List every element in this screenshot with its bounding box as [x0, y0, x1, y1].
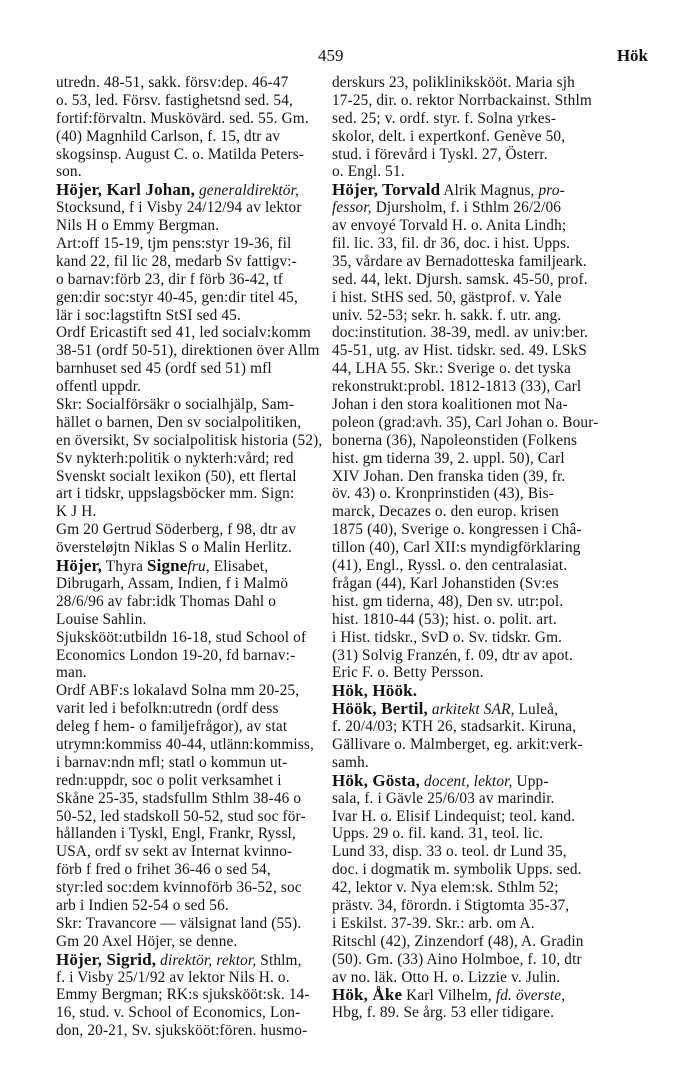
page-header: [0, 46, 688, 70]
entry-heading-line: [56, 951, 314, 969]
text-line: [332, 163, 634, 181]
entry-text: hållanden i Tyskl, Engl, Frankr, Ryssl,: [56, 825, 296, 843]
text-line: [332, 557, 634, 575]
text-line: [56, 431, 323, 450]
text-line: [332, 414, 634, 432]
text-line: [56, 503, 314, 521]
entry-text: kand 22, fil lic 28, medarb Sv fattigv:-: [56, 252, 297, 270]
text-line: [56, 647, 314, 665]
text-line: [56, 861, 314, 879]
entry-text: bonerna (36), Napoleonstiden (Folkens: [332, 431, 578, 449]
entry-title: pro-: [538, 182, 565, 200]
text-line: [56, 199, 314, 217]
entry-title: generaldirektör,: [195, 182, 299, 200]
text-line: [56, 468, 314, 486]
entry-text: XIV Johan. Den franska tiden (39, fr.: [332, 467, 566, 485]
entry-text: 35, vårdare av Bernadotteska familjeark.: [332, 252, 587, 270]
entry-text: 1875 (40), Sverige o. kongressen i Châ-: [332, 521, 582, 539]
text-line: [332, 861, 634, 879]
entry-text: en översikt, Sv socialpolitisk historia (52),: [56, 431, 323, 449]
entry-text: deleg f hem- o familjefrågor), av stat: [56, 718, 288, 736]
entry-text: Hbg, f. 89. Se årg. 53 eller tidigare.: [332, 1004, 555, 1022]
text-line: [332, 539, 634, 557]
entry-text: Johan i den stora koalitionen mot Na-: [332, 396, 568, 414]
entry-name: Höjer,: [56, 556, 103, 576]
entry-text: hist. 1810-44 (53); hist. o. polit. art.: [332, 610, 557, 628]
entry-text: USA, ordf sv sekt av Internat kvinno-: [56, 843, 293, 861]
entry-text: Skr: Travancore — välsignat land (55).: [56, 914, 302, 932]
text-line: [56, 879, 314, 897]
entry-text: utredn. 48-51, sakk. försv:dep. 46-47: [56, 74, 289, 91]
entry-text: Luleå,: [514, 701, 559, 719]
entry-text: i hist. StHS sed. 50, gästprof. v. Yale: [332, 288, 562, 306]
text-line: [332, 611, 634, 629]
entry-name: Hök, Höök.: [332, 681, 418, 701]
text-line: [56, 969, 314, 987]
entry-title: arkitekt SAR,: [427, 701, 515, 719]
entry-text: Emmy Bergman; RK:s sjukskööt:sk. 14-: [56, 986, 310, 1004]
text-line: [56, 933, 314, 951]
entry-text: Sthlm,: [256, 951, 302, 969]
entry-title: fd. överste,: [495, 987, 566, 1005]
entry-text: don, 20-21, Sv. sjukskööt:fören. husmo-: [56, 1022, 308, 1040]
text-line: [56, 110, 314, 128]
entry-text: skogsinsp. August C. o. Matilda Peters-: [56, 145, 305, 163]
text-line: [332, 1004, 634, 1022]
entry-text: (31) Solvig Franzén, f. 09, dtr av apot.: [332, 646, 573, 664]
entry-text: varit led i befolkn:utredn (ordf dess: [56, 700, 279, 718]
entry-text: (41), Engl., Ryssl. o. den centralasiat.: [332, 557, 568, 575]
entry-text: Lund 33, disp. 33 o. teol. dr Lund 35,: [332, 843, 567, 861]
entry-text: doc. i dogmatik m. symbolik Upps. sed.: [332, 861, 582, 879]
entry-text: frågan (44), Karl Johanstiden (Sv:es: [332, 574, 559, 592]
text-line: [56, 163, 314, 181]
entry-text: sed. 44, lekt. Djursh. samsk. 45-50, prof.: [332, 270, 588, 288]
text-line: [332, 199, 634, 217]
entry-name: Hök, Gösta,: [332, 770, 421, 790]
entry-title: fru,: [187, 558, 210, 576]
entry-text: sed. 25; v. ordf. styr. f. Solna yrkes-: [332, 109, 557, 127]
text-line: [56, 664, 314, 682]
text-line: [332, 897, 634, 915]
entry-text: man.: [56, 664, 87, 682]
text-line: [332, 468, 634, 486]
text-line: [332, 271, 634, 289]
text-line: [332, 915, 634, 933]
text-line: [332, 593, 634, 611]
entry-text: f. i Visby 25/1/92 av lektor Nils H. o.: [56, 968, 290, 986]
text-line: [56, 253, 314, 271]
entry-text: o. Engl. 51.: [332, 163, 405, 181]
text-line: [332, 253, 634, 271]
text-line: [56, 611, 314, 629]
entry-heading-line: [332, 700, 634, 718]
text-line: [56, 539, 314, 557]
text-line: [56, 307, 314, 325]
entry-text: styr:led soc:dem kvinnoförb 36-52, soc: [56, 879, 302, 897]
text-line: [332, 378, 634, 396]
entry-text: gen:dir soc:styr 40-45, gen:dir titel 45,: [56, 288, 298, 306]
entry-text: marck, Decazes o. den europ. krisen: [332, 503, 559, 521]
page-number: 459: [318, 46, 344, 65]
text-line: [56, 360, 314, 378]
entry-text: Dibrugarh, Assam, Indien, f i Malmö: [56, 574, 289, 592]
entry-text: tillon (40), Carl XII:s myndigförklaring: [332, 539, 581, 557]
text-line: [332, 951, 634, 969]
entry-name: Höjer, Karl Johan,: [56, 180, 196, 200]
entry-text: Nils H o Emmy Bergman.: [56, 217, 220, 235]
text-line: [332, 754, 634, 772]
text-line: [332, 450, 634, 468]
text-line: [56, 754, 314, 772]
entry-text: öv. 43) o. Kronprinstiden (43), Bis-: [332, 485, 554, 503]
text-line: [332, 324, 634, 342]
text-line: [332, 432, 634, 450]
text-line: [56, 825, 314, 843]
entry-text: hället o barnen, Den sv socialpolitiken,: [56, 413, 302, 431]
entry-text: (40) Magnhild Carlson, f. 15, dtr av: [56, 127, 281, 145]
entry-text: Upp-: [512, 772, 549, 790]
entry-text: Djursholm, f. i Sthlm 26/2/06: [371, 199, 562, 217]
text-line: [56, 1004, 314, 1022]
entry-heading-line: [332, 986, 634, 1004]
text-line: [56, 289, 314, 307]
text-line: [332, 74, 634, 92]
text-line: [56, 1022, 314, 1040]
text-line: [332, 342, 634, 360]
entry-text: i barnav:ndn mfl; statl o kommun ut-: [56, 753, 288, 771]
text-line: [56, 378, 314, 396]
entry-text: son.: [56, 163, 82, 181]
entry-text: Ritschl (42), Zinzendorf (48), A. Gradin: [332, 932, 584, 950]
entry-text: poleon (grad:avh. 35), Carl Johan o. Bour-: [332, 413, 599, 431]
text-line: [56, 772, 314, 790]
text-line: [56, 450, 314, 468]
text-line: [56, 700, 314, 718]
entry-text: Upps. 29 o. fil. kand. 31, teol. lic.: [332, 825, 544, 843]
entry-text: Economics London 19-20, fd barnav:-: [56, 646, 296, 664]
text-line: [332, 969, 634, 987]
entry-text: derskurs 23, poliklinikskööt. Maria sjh: [332, 74, 575, 91]
text-line: [332, 92, 634, 110]
entry-text: doc:institution. 38-39, medl. av univ:ber.: [332, 324, 589, 342]
text-line: [332, 629, 634, 647]
entry-text: prästv. 34, förordn. i Stigtomta 35-37,: [332, 896, 570, 914]
entry-text: Alrik Magnus,: [440, 182, 539, 200]
text-line: [332, 879, 634, 897]
text-line: [56, 271, 314, 289]
entry-text: o. 53, led. Försv. fastighetsnd sed. 54,: [56, 91, 293, 109]
entry-text: univ. 52-53; sekr. h. sakk. f. utr. ang.: [332, 306, 562, 324]
text-line: [332, 843, 634, 861]
text-line: [56, 128, 314, 146]
entry-text: barnhuset sed 45 (ordf sed 51) mfl: [56, 360, 272, 378]
text-line: [332, 396, 634, 414]
text-line: [332, 825, 634, 843]
text-line: [56, 396, 314, 414]
entry-text: av no. läk. Otto H. o. Lizzie v. Julin.: [332, 968, 561, 986]
entry-heading-line: [332, 772, 634, 790]
entry-text: 50-52, led stadskoll 50-52, stud soc för-: [56, 807, 306, 825]
text-line: [332, 718, 634, 736]
entry-text: Gällivare o. Malmberget, eg. arkit:verk-: [332, 735, 583, 753]
entry-text: Sjukskööt:utbildn 16-18, stud School of: [56, 628, 307, 646]
text-line: [56, 521, 314, 539]
entry-text: rekonstrukt:probl. 1812-1813 (33), Carl: [332, 378, 582, 396]
text-line: [332, 575, 634, 593]
entry-text: art i tidskr, uppslagsböcker mm. Sign:: [56, 485, 295, 503]
entry-text: av envoyé Torvald H. o. Anita Lindh;: [332, 217, 567, 235]
text-line: [56, 146, 314, 164]
entry-text: förb f fred o frihet 36-46 o sed 54,: [56, 861, 271, 879]
text-line: [332, 235, 634, 253]
text-line: [332, 521, 634, 539]
entry-text: K J H.: [56, 503, 97, 521]
text-line: [332, 808, 634, 826]
entry-title: fessor,: [332, 199, 372, 217]
text-line: [332, 503, 634, 521]
entry-name: Höök, Bertil,: [332, 699, 428, 719]
entry-heading-line: [56, 557, 314, 575]
text-line: [332, 664, 634, 682]
entry-text: fil. lic. 33, fil. dr 36, doc. i hist. Upps.: [332, 235, 571, 253]
text-line: [332, 485, 634, 503]
entry-name: Signe: [147, 556, 188, 576]
entry-text: Ivar H. o. Elisif Lindequist; teol. kand.: [332, 807, 576, 825]
text-line: [56, 682, 314, 700]
text-line: [56, 575, 314, 593]
text-line: [332, 289, 634, 307]
entry-text: i Hist. tidskr., SvD o. Sv. tidskr. Gm.: [332, 628, 563, 646]
text-line: [332, 360, 634, 378]
entry-text: Elisabet,: [209, 558, 273, 576]
text-line: [56, 790, 314, 808]
text-line: [56, 843, 314, 861]
entry-text: hist. gm tiderna 39, 2. uppl. 50), Carl: [332, 449, 565, 467]
entry-text: samh.: [332, 753, 369, 771]
entry-text: arb i Indien 52-54 o sed 56.: [56, 896, 229, 914]
left-column: [56, 74, 323, 1040]
entry-text: skolor, delt. i expertkonf. Genève 50,: [332, 127, 566, 145]
entry-title: docent, lektor,: [420, 772, 513, 790]
entry-text: Svenskt socialt lexikon (50), ett flertal: [56, 467, 297, 485]
entry-text: 42, lektor v. Nya elem:sk. Sthlm 52;: [332, 879, 559, 897]
text-line: [332, 128, 634, 146]
text-line: [332, 110, 634, 128]
text-line: [332, 647, 634, 665]
entry-text: lär i soc:lagstiftn StSI sed 45.: [56, 306, 241, 324]
entry-text: 45-51, utg. av Hist. tidskr. sed. 49. LSkS: [332, 342, 587, 360]
entry-name: Hök, Åke: [332, 985, 403, 1005]
entry-text: fortif:förvaltn. Muskövärd. sed. 55. Gm.: [56, 109, 309, 127]
entry-text: Art:off 15-19, tjm pens:styr 19-36, fil: [56, 235, 292, 253]
right-column: [332, 74, 634, 1022]
entry-text: 28/6/96 av fabr:idk Thomas Dahl o: [56, 592, 277, 610]
text-line: [56, 414, 314, 432]
entry-text: 16, stud. v. School of Economics, Lon-: [56, 1004, 301, 1022]
text-line: [56, 485, 314, 503]
entry-text: 17-25, dir. o. rektor Norrbackainst. Sthlm: [332, 91, 592, 109]
entry-text: Karl Vilhelm,: [402, 987, 496, 1005]
text-line: [56, 986, 314, 1004]
text-line: [56, 736, 314, 754]
entry-heading-line: [332, 181, 634, 199]
text-line: [56, 342, 320, 360]
text-line: [56, 629, 314, 647]
entry-name: Höjer, Torvald: [332, 180, 441, 200]
text-line: [332, 146, 634, 164]
text-line: [56, 235, 314, 253]
entry-text: Skr: Socialförsäkr o socialhjälp, Sam-: [56, 396, 295, 414]
entry-text: Louise Sahlin.: [56, 610, 147, 628]
entry-heading-line: [332, 682, 634, 700]
entry-name: Höjer, Sigrid,: [56, 949, 157, 969]
text-line: [56, 92, 314, 110]
text-line: [56, 217, 314, 235]
text-line: [56, 324, 314, 342]
entry-text: Skåne 25-35, stadsfullm Sthlm 38-46 o: [56, 789, 302, 807]
text-line: [56, 897, 314, 915]
entry-text: i Eskilst. 37-39. Skr.: arb. om A.: [332, 914, 535, 932]
text-line: [56, 718, 314, 736]
entry-text: Gm 20 Axel Höjer, se denne.: [56, 932, 238, 950]
text-line: [56, 915, 314, 933]
entry-text: översteløjtn Niklas S o Malin Herlitz.: [56, 539, 292, 557]
text-line: [56, 808, 314, 826]
text-line: [332, 217, 634, 235]
entry-text: (50). Gm. (33) Aino Holmboe, f. 10, dtr: [332, 950, 582, 968]
running-head: Hök: [616, 46, 648, 65]
text-line: [332, 736, 634, 754]
entry-text: utrymn:kommiss 40-44, utlänn:kommiss,: [56, 735, 314, 753]
entry-text: Ordf ABF:s lokalavd Solna mm 20-25,: [56, 682, 300, 700]
entry-text: Gm 20 Gertrud Söderberg, f 98, dtr av: [56, 521, 297, 539]
entry-text: sala, f. i Gävle 25/6/03 av marindir.: [332, 789, 555, 807]
entry-text: Eric F. o. Betty Persson.: [332, 664, 484, 682]
entry-text: 44, LHA 55. Skr.: Sverige o. det tyska: [332, 360, 571, 378]
entry-text: Sv nykterh:politik o nykterh:vård; red: [56, 449, 294, 467]
text-line: [332, 933, 634, 951]
entry-text: offentl uppdr.: [56, 378, 142, 396]
entry-text: stud. i förevård i Tyskl. 27, Österr.: [332, 145, 548, 163]
entry-text: redn:uppdr, soc o polit verksamhet i: [56, 771, 282, 789]
entry-heading-line: [56, 181, 314, 199]
entry-text: 38-51 (ordf 50-51), direktionen över Allm: [56, 342, 320, 360]
text-line: [56, 593, 314, 611]
entry-title: direktör, rektor,: [156, 951, 257, 969]
entry-text: f. 20/4/03; KTH 26, stadsarkit. Kiruna,: [332, 718, 577, 736]
entry-text: Stocksund, f i Visby 24/12/94 av lektor: [56, 199, 302, 217]
text-line: [332, 790, 634, 808]
text-line: [332, 307, 634, 325]
entry-text: hist. gm tiderna, 48), Den sv. utr:pol.: [332, 592, 564, 610]
entry-text: Ordf Ericastift sed 41, led socialv:komm: [56, 324, 311, 342]
entry-text: o barnav:förb 23, dir f förb 36-42, tf: [56, 270, 284, 288]
text-line: [56, 74, 314, 92]
entry-text: Thyra: [102, 558, 148, 576]
